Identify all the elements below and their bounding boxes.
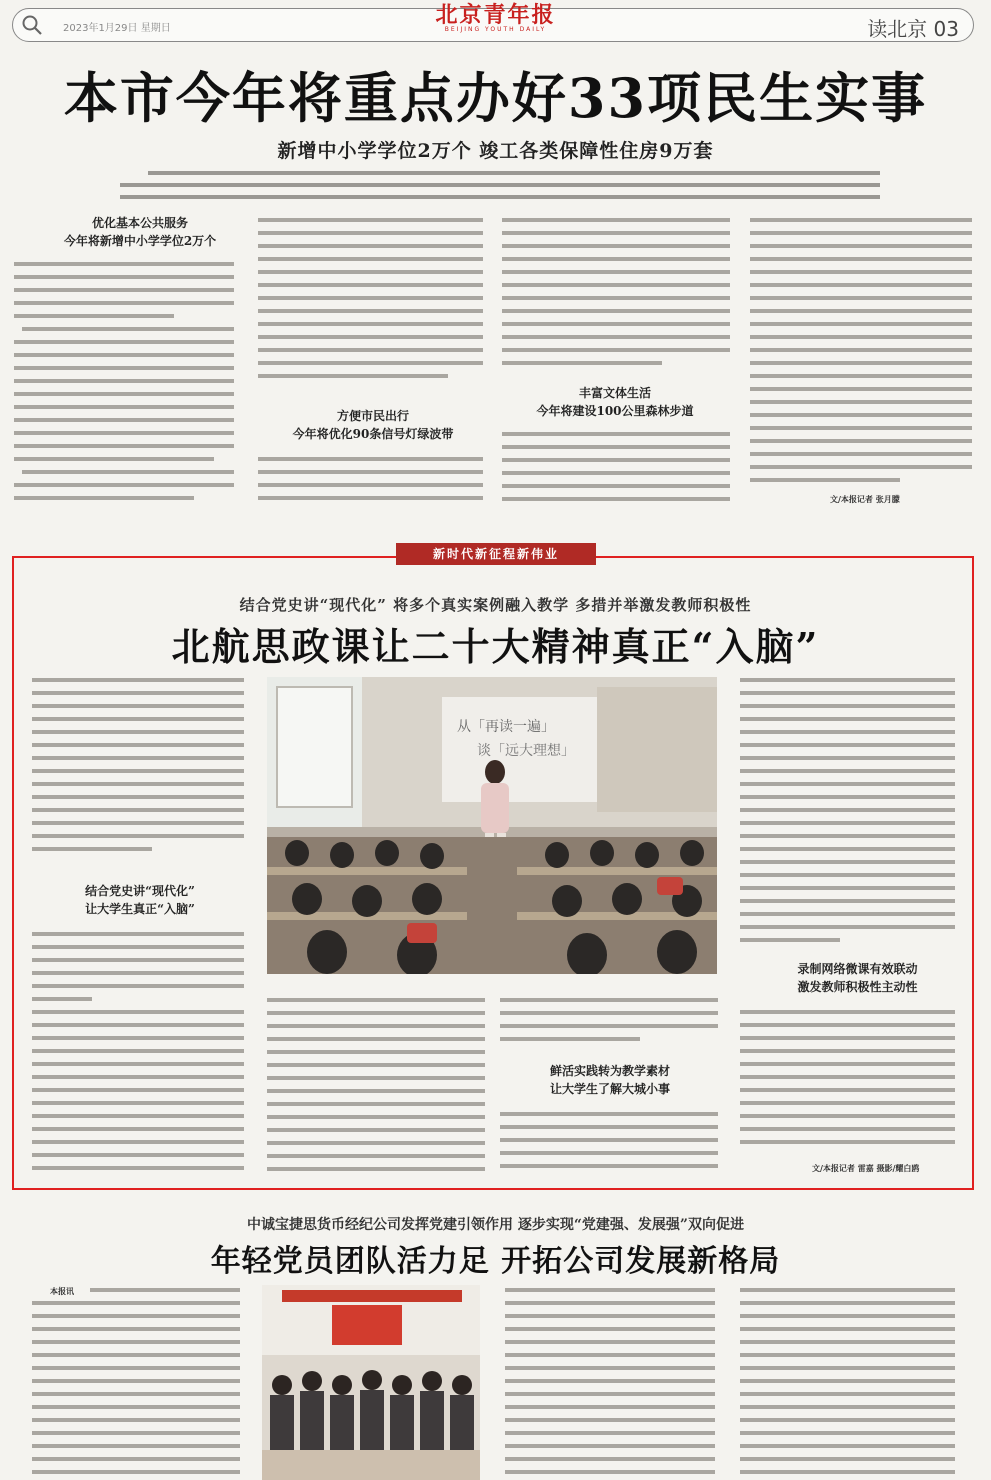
bottom-title: 年轻党员团队活力足 开拓公司发展新格局 xyxy=(210,1244,781,1279)
feature-left-heading: 结合党史讲“现代化” 让大学生真正“入脑” xyxy=(85,884,195,916)
feature-kicker: 结合党史讲“现代化” 将多个真实案例融入教学 多措并举激发教师积极性 xyxy=(239,596,752,614)
col2-lines xyxy=(258,218,483,500)
feature-byline: 文/本报记者 雷嘉 摄影/耀白鸥 xyxy=(812,1163,920,1173)
feature-title: 北航思政课让二十大精神真正“入脑” xyxy=(171,624,820,669)
feature-right-heading: 录制网络微课有效联动 激发教师积极性主动性 xyxy=(797,962,918,994)
col3-heading: 丰富文体生活 今年将建设100公里森林步道 xyxy=(536,386,694,418)
issue-date: 2023年1月29日 星期日 xyxy=(63,23,171,34)
section-label: 读北京 03 xyxy=(867,17,959,41)
bottom-kicker: 中诚宝捷思货币经纪公司发挥党建引领作用 逐步实现“党建强、发展强”双向促进 xyxy=(247,1217,744,1233)
col1-heading: 优化基本公共服务 今年将新增中小学学位2万个 xyxy=(63,216,217,248)
newspaper-logo: 北京青年报 xyxy=(435,2,556,28)
top-article-text-columns xyxy=(0,0,991,560)
bottom-text-columns xyxy=(0,1280,991,1480)
col1-lines xyxy=(14,262,234,500)
slide-line-1: 从「再读一遍」 xyxy=(457,719,555,735)
column-tag: 新时代新征程新伟业 xyxy=(396,543,596,565)
feature-right-col-lines xyxy=(740,678,955,1144)
feature-text-columns xyxy=(0,560,991,1190)
top-byline: 文/本报记者 张月朦 xyxy=(830,494,900,504)
feature-left-col-lines xyxy=(32,678,244,1170)
feature-center-col-lines xyxy=(267,998,718,1171)
feature-middle-heading: 鲜活实践转为教学素材 让大学生了解大城小事 xyxy=(549,1064,670,1096)
main-subhead: 新增中小学学位2万个 竣工各类保障性住房9万套 xyxy=(277,140,714,162)
main-headline: 本市今年将重点办好33项民生实事 xyxy=(63,66,928,130)
col4-lines xyxy=(750,218,972,482)
slide-line-2: 谈「远大理想」 xyxy=(477,743,575,759)
col3-lines xyxy=(502,218,730,501)
newspaper-logo-en: BEIJING YOUTH DAILY xyxy=(444,26,547,33)
bottom-lead-start: 本报讯 xyxy=(50,1286,74,1296)
col2-heading: 方便市民出行 今年将优化90条信号灯绿波带 xyxy=(292,409,454,441)
